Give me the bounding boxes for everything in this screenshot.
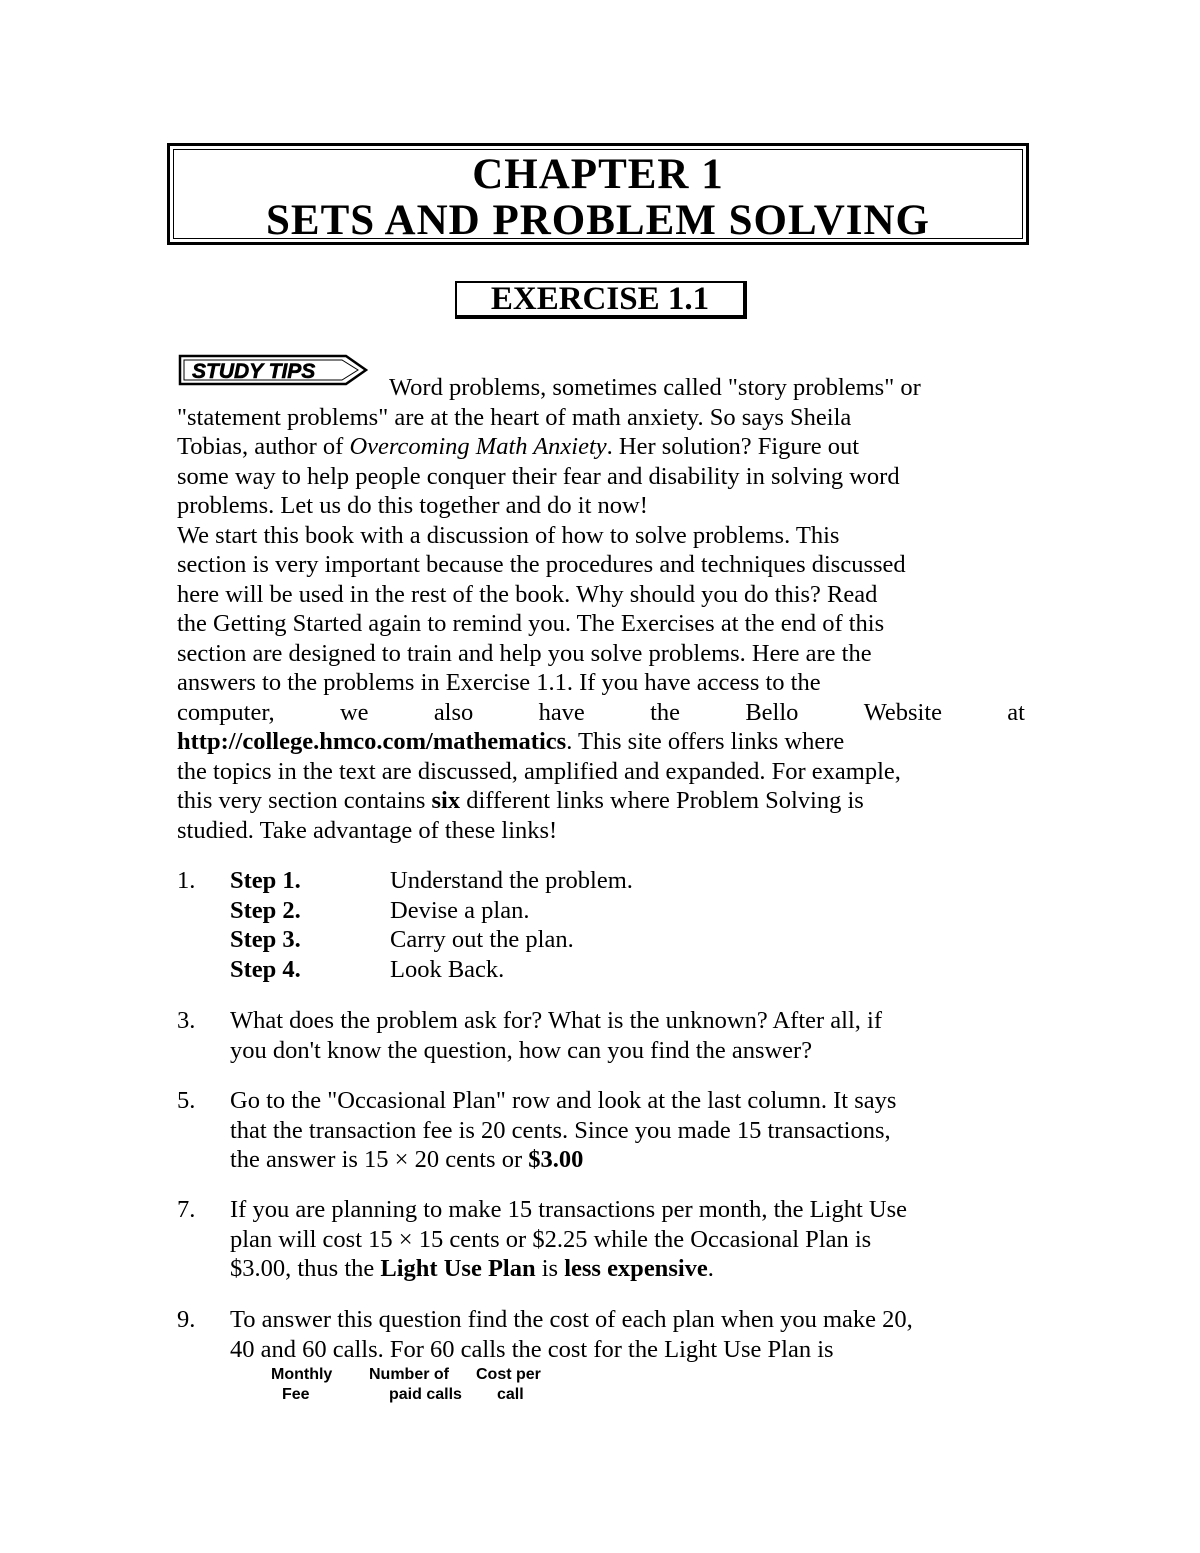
- answer-line: What does the problem ask for? What is the unknown? After all, if: [230, 1007, 883, 1034]
- book-title: Overcoming Math Anxiety: [349, 433, 607, 460]
- answer-number: 9.: [177, 1306, 196, 1333]
- word: the: [650, 698, 681, 726]
- step-text: Understand the problem.: [390, 867, 633, 894]
- step-text: Carry out the plan.: [390, 926, 574, 953]
- answer-number: 7.: [177, 1196, 196, 1223]
- word: Website: [863, 698, 942, 726]
- step-text: Look Back.: [390, 955, 505, 983]
- word: have: [538, 698, 585, 726]
- table-header-number-of-calls: [369, 1365, 462, 1405]
- step-row: [230, 866, 1026, 896]
- answer-7: [230, 1195, 1026, 1284]
- table-header-line: Fee: [282, 1386, 310, 1403]
- answer-text-span: is: [535, 1255, 565, 1282]
- answer-bold: Light Use Plan: [380, 1255, 536, 1282]
- answer-line: plan will cost 15 × 15 cents or $2.25 while the Occasional Plan is: [230, 1225, 872, 1253]
- intro-line: [177, 786, 1025, 816]
- word: we: [339, 698, 369, 726]
- answer-line: If you are planning to make 15 transactions per month, the Light Use: [230, 1196, 907, 1223]
- word: at: [1007, 698, 1025, 726]
- answer-value: $3.00: [528, 1146, 584, 1173]
- chapter-title: [173, 149, 1023, 244]
- website-link[interactable]: http://college.hmco.com/mathematics: [177, 728, 567, 755]
- step-label: Step 4.: [230, 955, 301, 983]
- word: also: [433, 698, 474, 726]
- intro-line: answers to the problems in Exercise 1.1. If you have access to the: [177, 669, 821, 696]
- step-label: Step 2.: [230, 896, 301, 924]
- intro-text-span: . Her solution? Figure out: [606, 433, 860, 460]
- word: Bello: [745, 698, 799, 726]
- answer-line: you don't know the question, how can you find the answer?: [230, 1036, 813, 1064]
- chapter-name: SETS AND PROBLEM SOLVING: [265, 197, 930, 244]
- answer-text-span: the answer is 15 × 20 cents or: [230, 1146, 529, 1173]
- answer-number: 5.: [177, 1087, 196, 1114]
- answer-line: Go to the "Occasional Plan" row and look at the last column. It says: [230, 1087, 897, 1114]
- study-tips-label: STUDY TIPS: [192, 360, 316, 383]
- intro-line: the Getting Started again to remind you. The Exercises at the end of this: [177, 610, 885, 637]
- step-label: Step 1.: [230, 867, 301, 894]
- answer-line: [230, 1145, 1026, 1175]
- step-label: Step 3.: [230, 926, 301, 953]
- answer-text-span: .: [707, 1255, 714, 1282]
- answer-line: To answer this question find the cost of each plan when you make 20,: [230, 1306, 913, 1333]
- intro-text-span: different links where Problem Solving is: [460, 787, 864, 814]
- intro-line-justified: [177, 698, 1025, 728]
- answer-bold: less expensive: [564, 1255, 708, 1282]
- chapter-number: CHAPTER 1: [472, 151, 724, 198]
- intro-text-span: Tobias, author of: [177, 433, 350, 460]
- step-row: [230, 955, 1026, 985]
- word: computer,: [177, 698, 275, 726]
- answer-line: 40 and 60 calls. For 60 calls the cost for the Light Use Plan is: [230, 1335, 834, 1363]
- answer-number: 3.: [177, 1007, 196, 1034]
- intro-line: Word problems, sometimes called "story problems" or: [389, 374, 921, 401]
- intro-line: We start this book with a discussion of how to solve problems. This: [177, 521, 840, 549]
- table-header-line: call: [497, 1386, 524, 1403]
- answer-5: [230, 1086, 1026, 1175]
- answer-text-span: $3.00, thus the: [230, 1255, 381, 1282]
- intro-line: "statement problems" are at the heart of math anxiety. So says Sheila: [177, 403, 852, 431]
- step-row: [230, 896, 1026, 926]
- answer-number: 1.: [177, 867, 196, 894]
- exercise-title: EXERCISE 1.1: [455, 281, 747, 319]
- intro-line: [177, 727, 1025, 757]
- table-header-line: paid calls: [389, 1386, 462, 1403]
- table-header-line: Monthly: [271, 1366, 333, 1383]
- table-header-line: Cost per: [476, 1366, 541, 1383]
- intro-line: problems. Let us do this together and do it now!: [177, 492, 648, 519]
- answer-1-steps: [230, 866, 1026, 984]
- intro-text-span: this very section contains: [177, 787, 432, 814]
- intro-line: studied. Take advantage of these links!: [177, 816, 558, 844]
- intro-line: section is very important because the procedures and techniques discussed: [177, 551, 906, 578]
- intro-line: section are designed to train and help you solve problems. Here are the: [177, 639, 872, 667]
- chapter-title-box: [167, 143, 1029, 245]
- intro-line: some way to help people conquer their fear and disability in solving word: [177, 462, 900, 490]
- intro-line: [177, 432, 1025, 462]
- answer-9: [230, 1305, 1026, 1364]
- bold-word: six: [431, 787, 461, 814]
- answer-line: that the transaction fee is 20 cents. Since you made 15 transactions,: [230, 1116, 891, 1144]
- intro-line: here will be used in the rest of the book. Why should you do this? Read: [177, 580, 878, 608]
- step-row: [230, 925, 1026, 955]
- intro-text: [177, 373, 1025, 845]
- intro-line: the topics in the text are discussed, amplified and expanded. For example,: [177, 757, 901, 785]
- step-text: Devise a plan.: [390, 896, 530, 924]
- intro-text-span: . This site offers links where: [566, 728, 845, 755]
- answer-line: [230, 1254, 1026, 1284]
- answer-3: [230, 1006, 1026, 1065]
- table-header-cost-per-call: [476, 1365, 541, 1405]
- table-header-line: Number of: [369, 1366, 449, 1383]
- table-header-monthly-fee: [271, 1365, 332, 1405]
